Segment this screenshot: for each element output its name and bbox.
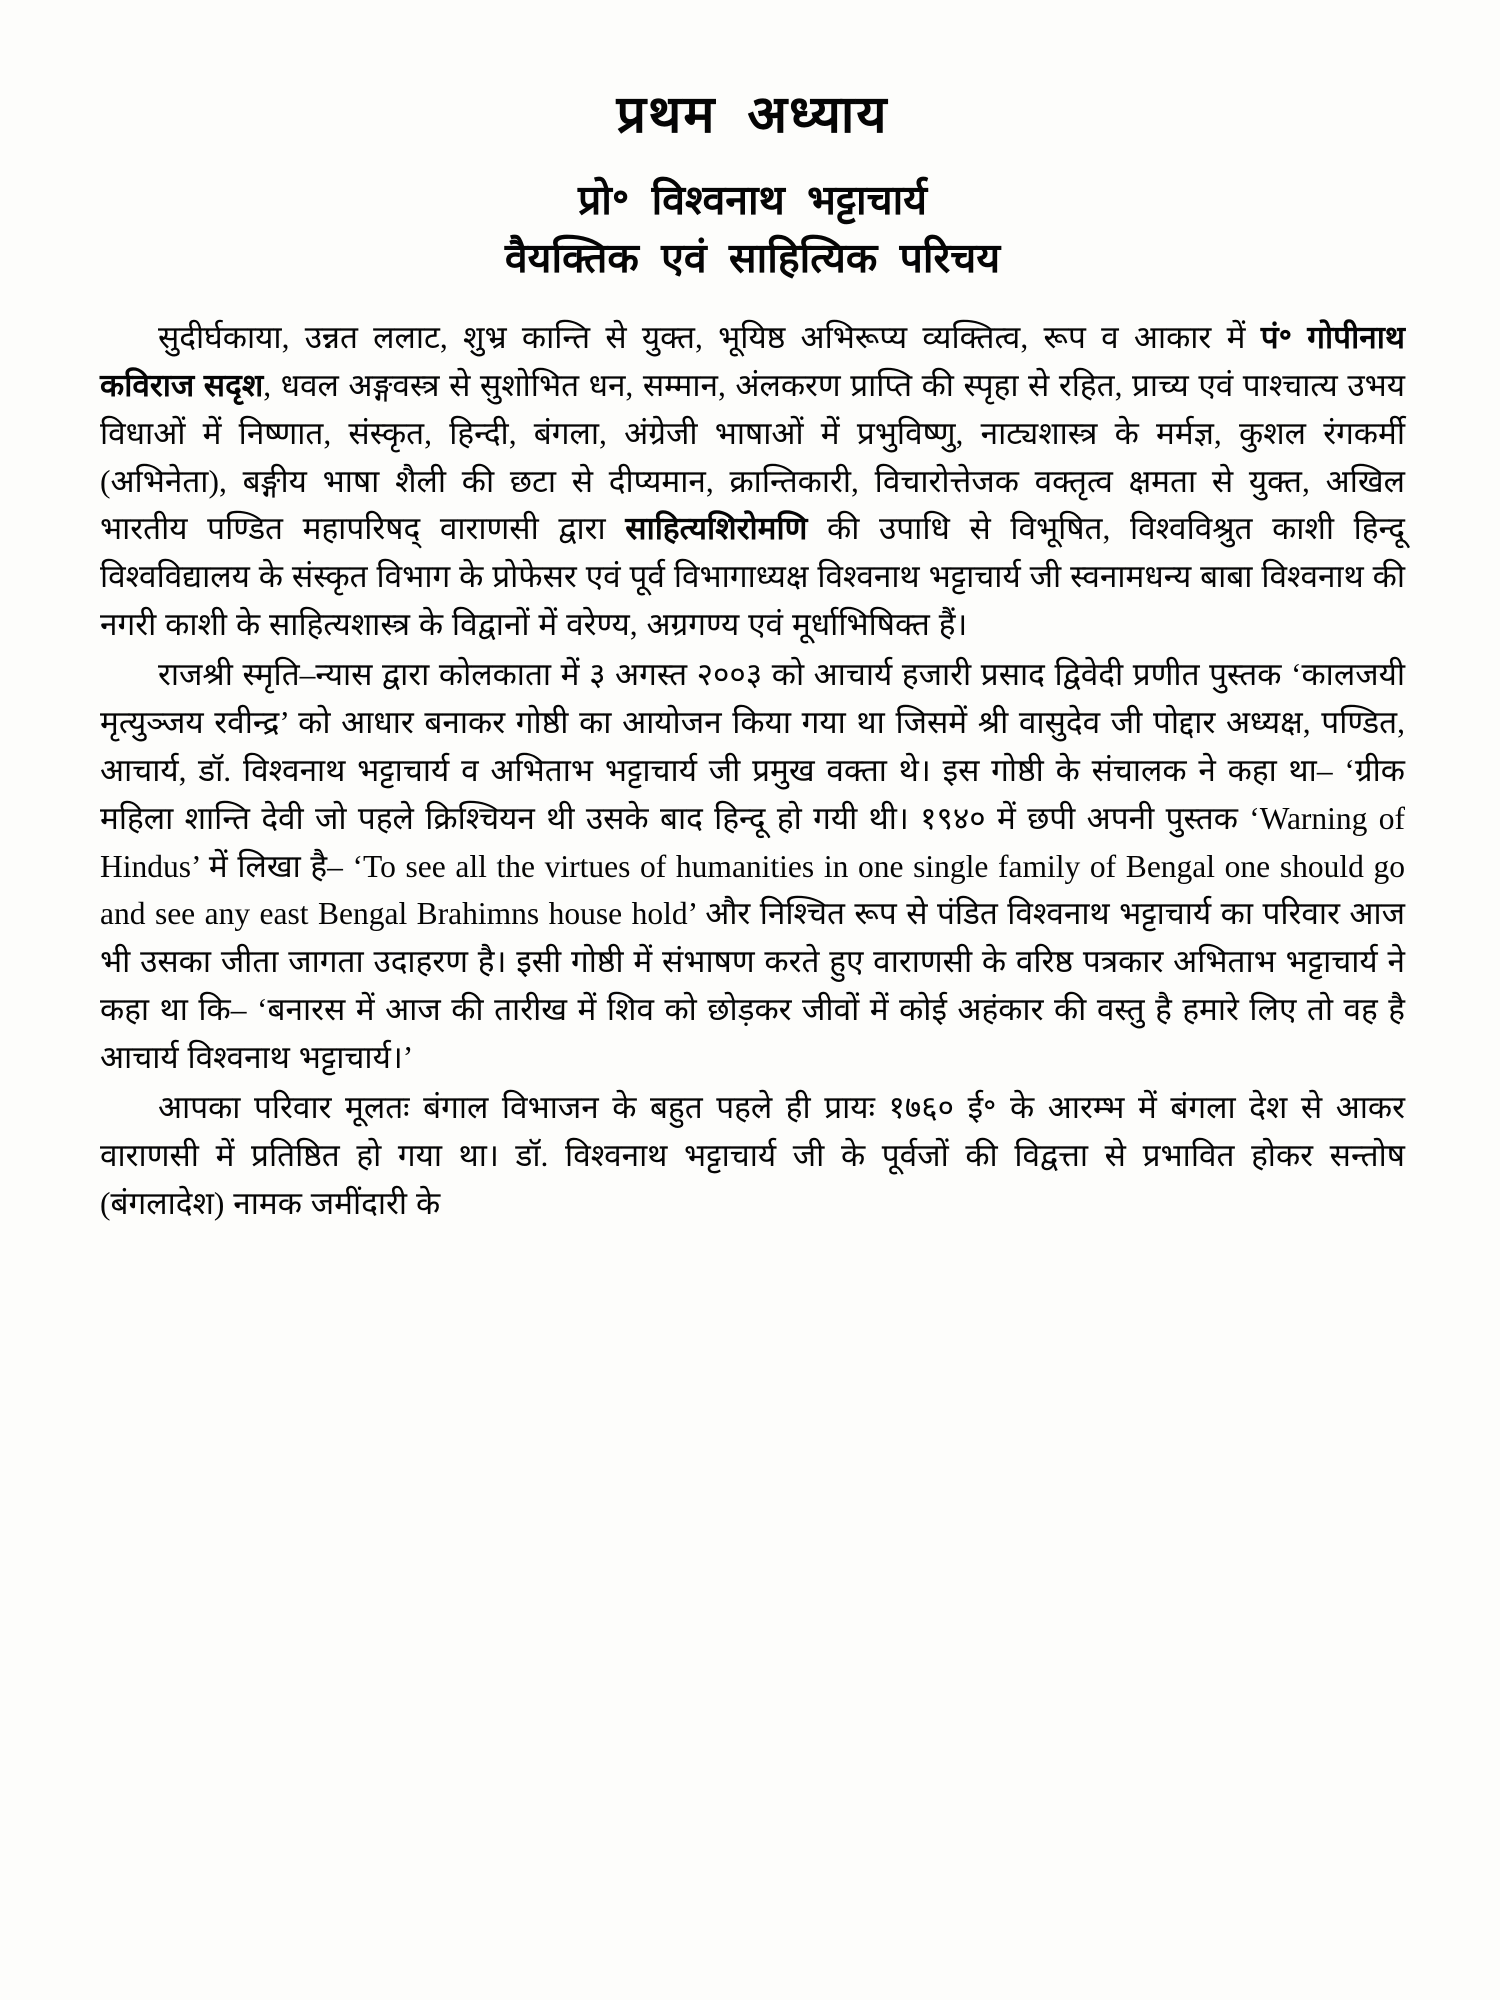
page-title: प्रथम अध्याय <box>616 87 889 144</box>
paragraph-1: सुदीर्घकाया, उन्नत ललाट, शुभ्र कान्ति से युक्त, भूयिष्ठ अभिरूप्य व्यक्तित्व, रूप व आकार में पं॰ गोपीनाथ कविराज सदृश, धवल अङ्गवस्त्र से सुशोभित धन, सम्मान, अंलकरण प्राप्ति की स्पृहा से रहित, प्राच्य एवं पाश्चात्य उभय विधाओं में निष्णात, संस्कृत, हिन्दी, बंगला, अंग्रेजी भाषाओं में प्रभुविष्णु, नाट्यशास्त्र के मर्मज्ञ, कुशल रंगकर्मी (अभिनेता), बङ्गीय भाषा शैली की छटा से दीप्यमान, क्रान्तिकारी, विचारोत्तेजक वक्तृत्व क्षमता से युक्त, अखिल भारतीय पण्डित महापरिषद् वाराणसी द्वारा साहित्यशिरोमणि की उपाधि से विभूषित, विश्वविश्रुत काशी हिन्दू विश्वविद्यालय के संस्कृत विभाग के प्रोफेसर एवं पूर्व विभागाध्यक्ष विश्वनाथ भट्टाचार्य जी स्वनामधन्य बाबा विश्वनाथ की नगरी काशी के साहित्यशास्त्र के विद्वानों में वरेण्य, अग्रगण्य एवं मूर्धाभिषिक्त हैं। <box>100 319 1405 643</box>
subtitle-heading: वैयक्तिक एवं साहित्यिक परिचय <box>504 234 1001 281</box>
paragraph-3: आपका परिवार मूलतः बंगाल विभाजन के बहुत पहले ही प्रायः १७६० ई॰ के आरम्भ में बंगला देश से आकर वाराणसी में प्रतिष्ठित हो गया था। डॉ. विश्वनाथ भट्टाचार्य जी के पूर्वजों की विद्वत्ता से प्रभावित होकर सन्तोष (बंगलादेश) नामक जमींदारी के <box>100 1089 1405 1221</box>
paragraph-2: राजश्री स्मृति–न्यास द्वारा कोलकाता में ३ अगस्त २००३ को आचार्य हजारी प्रसाद द्विवेदी प्रणीत पुस्तक ‘कालजयी मृत्युञ्जय रवीन्द्र’ को आधार बनाकर गोष्ठी का आयोजन किया गया था जिसमें श्री वासुदेव जी पोद्दार अध्यक्ष, पण्डित, आचार्य, डॉ. विश्वनाथ भट्टाचार्य व अभिताभ भट्टाचार्य जी प्रमुख वक्ता थे। इस गोष्ठी के संचालक ने कहा था– ‘ग्रीक महिला शान्ति देवी जो पहले क्रिश्चियन थी उसके बाद हिन्दू हो गयी थी। १९४० में छपी अपनी पुस्तक ‘Warning of Hindus’ में लिखा है– ‘To see all the virtues of humanities in one single family of Bengal one should go and see any east Bengal Brahimns house hold’ और निश्चित रूप से पंडित विश्वनाथ भट्टाचार्य का परिवार आज भी उसका जीता जागता उदाहरण है। इसी गोष्ठी में संभाषण करते हुए वाराणसी के वरिष्ठ पत्रकार अभिताभ भट्टाचार्य ने कहा था कि– ‘बनारस में आज की तारीख में शिव को छोड़कर जीवों में कोई अहंकार की वस्तु है हमारे लिए तो वह है आचार्य विश्वनाथ भट्टाचार्य।’ <box>100 657 1405 1076</box>
author-heading: प्रो॰ विश्वनाथ भट्टाचार्य <box>577 177 928 224</box>
